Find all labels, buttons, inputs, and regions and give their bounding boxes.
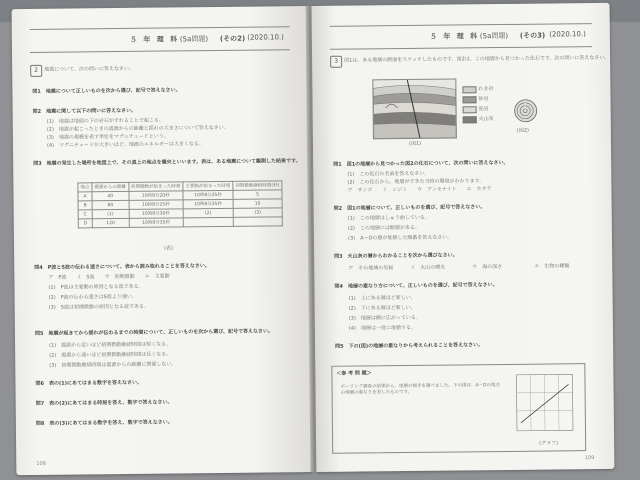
question-8: 問8 表の(3)にあてはまる数字を答え、数字で答えなさい。: [35, 419, 173, 427]
fossil-shell-icon: [513, 98, 539, 124]
q5-item-1: (1) 震源から近いほど初期微動継続時間は短くなる。: [49, 341, 172, 349]
q2-item-1: (1) 地震は地面の下の岩石がずれることで起こる。: [46, 117, 164, 125]
left-page: [12, 6, 313, 475]
table-cell: C: [78, 210, 92, 219]
table-cell: 10時8分30秒: [129, 209, 184, 219]
intro-text: 図1は、ある地層の断面をスケッチしたものです。図2は、この地層から見つかった化石です。次の問いに答えなさい。: [344, 54, 610, 64]
table-row: [78, 217, 282, 228]
left-page-header: [30, 26, 290, 53]
question-6: 問6 表の(1)にあてはまる数字を答えなさい。: [35, 379, 143, 387]
page-number: 108: [36, 460, 46, 467]
q3-option: エ 生物の種類: [534, 263, 570, 270]
question-3: 問3 地震の発生した場所を地図上で、その真上の地点を震央といいます。表は、ある地震について観測した結果です。: [33, 158, 301, 167]
question-5: 問5 下の(図)の地層の重なりから考えられることを答えなさい。: [335, 342, 484, 350]
legend-label: 砂岩: [478, 96, 489, 103]
header-type: (5a問題): [479, 31, 509, 41]
q4-item-4: (3) S波は初期微動の原因となる波である。: [48, 303, 149, 311]
legend-label: れき岩: [478, 86, 494, 93]
table-header: 地点: [78, 183, 92, 192]
table-cell: 10時8分35秒: [183, 199, 233, 209]
right-page: [312, 3, 615, 472]
open-book: [12, 3, 615, 479]
boring-graph: [512, 372, 577, 439]
table-cell: [183, 217, 233, 227]
table-cell: 10時8分25秒: [129, 200, 184, 210]
question-3: 問3 火山灰の層からわかることを次から選びなさい。: [334, 252, 458, 260]
header-part: (その2): [219, 34, 246, 43]
q1-item-1: (1) この化石の名前を答えなさい。: [347, 170, 430, 178]
q4-item-4: (4) 地層は一度に堆積する。: [348, 324, 417, 332]
question-number-badge: 2: [30, 65, 42, 77]
question-4: 問4 P波とS波の伝わる速さについて、表から読み取れることを答えなさい。: [34, 263, 210, 271]
graph-label: (グラフ): [539, 440, 559, 447]
header-type: (5a問題): [179, 35, 209, 44]
figure-2-label: (図2): [516, 127, 529, 134]
table-cell: 40: [92, 191, 129, 200]
reference-problem-box: [331, 363, 586, 454]
question-5: 問5 地震が起きてから揺れが伝わるまでの時間について、正しいものを次から選び、記号で答えなさい。: [34, 328, 274, 337]
q2-item-2: (2) 地震が起こったときの震源からの距離と揺れの大きさについて答えなさい。: [46, 124, 229, 133]
legend-swatch-mudstone: [463, 106, 477, 113]
page-number: 109: [584, 455, 595, 462]
table-cell: 10時8分25秒: [183, 190, 233, 200]
q4-item-3: (3) 地層は横に広がっている。: [348, 314, 421, 322]
q5-item-3: (3) 初期微動継続時間は震源からの距離に関係しない。: [49, 361, 177, 369]
q4-item-1: (1) 上にある層ほど新しい。: [348, 294, 416, 302]
q2-item-3: (3) 地震の規模を表す単位をマグニチュードという。: [46, 133, 169, 141]
table-cell: [233, 217, 282, 227]
table-cell: 120: [92, 218, 129, 227]
table-header: 主要動が始まった時刻: [183, 181, 233, 191]
legend-swatch-gravel: [462, 86, 476, 93]
q4-item-2: (1) P波は主要動の原因となる波である。: [48, 283, 144, 291]
q2-item-3: (3) A〜Dの層が堆積した順番を答えなさい。: [347, 234, 453, 242]
q3-option: ウ 海の深さ: [472, 264, 503, 271]
table-caption: (表): [164, 245, 174, 252]
legend-swatch-ash: [463, 116, 477, 123]
table-cell: (1): [92, 209, 129, 218]
reference-title: ＜参 考 問 題＞: [336, 370, 372, 377]
q2-item-2: (2) この地層には断層がある。: [347, 224, 420, 232]
q2-item-1: (1) この地層はしゅう曲している。: [347, 214, 430, 222]
question-2: 問2 地震に関して以下の問いに答えなさい。: [32, 107, 137, 115]
data-table: [77, 180, 282, 228]
right-page-header: [330, 23, 592, 50]
question-7: 問7 表の(2)にあてはまる時刻を答え、数字で答えなさい。: [35, 399, 173, 407]
legend-swatch-sandstone: [462, 96, 476, 103]
q4-item-2: (2) 下にある層ほど新しい。: [348, 304, 416, 312]
question-number-badge: 3: [330, 56, 342, 68]
question-4: 問4 地層の重なり方について、正しいものを選び、記号で答えなさい。: [334, 282, 498, 290]
table-cell: 10: [233, 199, 282, 209]
q2-item-4: (4) マグニチュードが大きいほど、地震のエネルギーは大きくなる。: [46, 141, 204, 149]
table-cell: 10時8分20秒: [128, 191, 183, 201]
table-cell: 10時8分35秒: [129, 218, 184, 228]
q1-item-2: (2) この化石から、地層ができた当時の環境がわかります。: [347, 178, 485, 186]
table-header: 初期微動継続時間(秒): [233, 181, 282, 191]
table-cell: 80: [92, 200, 129, 209]
reference-text: ボーリング調査の結果から、地層の傾きを調べました。下の図は、A〜Dの地点の地層の重なりを表したものです。: [340, 383, 501, 396]
header-date: (2020.10.): [247, 33, 284, 42]
q5-item-2: (2) 震源から遠いほど初期微動継続時間は長くなる。: [49, 351, 172, 359]
intro-text: 地震について、次の問いに答えなさい。: [44, 65, 135, 73]
question-1: 問1 地震について正しいものを次から選び、記号で答えなさい。: [32, 87, 181, 95]
strata-drawing: [373, 80, 456, 139]
figure-1-label: (図1): [408, 140, 422, 147]
legend-label: 火山灰: [478, 116, 494, 123]
table-cell: B: [78, 201, 92, 210]
q3-option: イ 火山の噴火: [410, 264, 446, 271]
table-cell: (2): [183, 208, 233, 218]
strata-diagram: [372, 78, 457, 139]
q4-item-3: (2) P波の伝わる速さはS波より速い。: [48, 293, 137, 301]
table-cell: 5: [233, 190, 282, 200]
question-2: 問2 図1の地層について、正しいものを選び、記号で答えなさい。: [333, 204, 486, 212]
q4-item-1: ア P波 イ S波 ウ 初期微動 エ 主要動: [48, 273, 170, 281]
header-title: ５ 年 理 科: [429, 32, 480, 41]
table-header: 震源からの距離: [92, 182, 129, 191]
table-cell: D: [78, 219, 92, 228]
q3-option: ア その地域の気候: [348, 265, 394, 272]
question-1: 問1 図1の地層から見つかった図2の化石について、次の問いに答えなさい。: [333, 159, 509, 168]
table-cell: A: [78, 192, 92, 201]
q1-item-3: ア サンゴ イ シジミ ウ アンモナイト エ ホタテ: [347, 186, 492, 194]
legend-label: 泥岩: [478, 106, 489, 113]
header-title: ５ 年 理 科: [129, 35, 180, 44]
header-part: (その3): [519, 31, 546, 40]
header-date: (2020.10.): [549, 30, 586, 39]
table-cell: (3): [233, 208, 282, 218]
table-header: 初期微動が始まった時刻: [128, 182, 183, 192]
